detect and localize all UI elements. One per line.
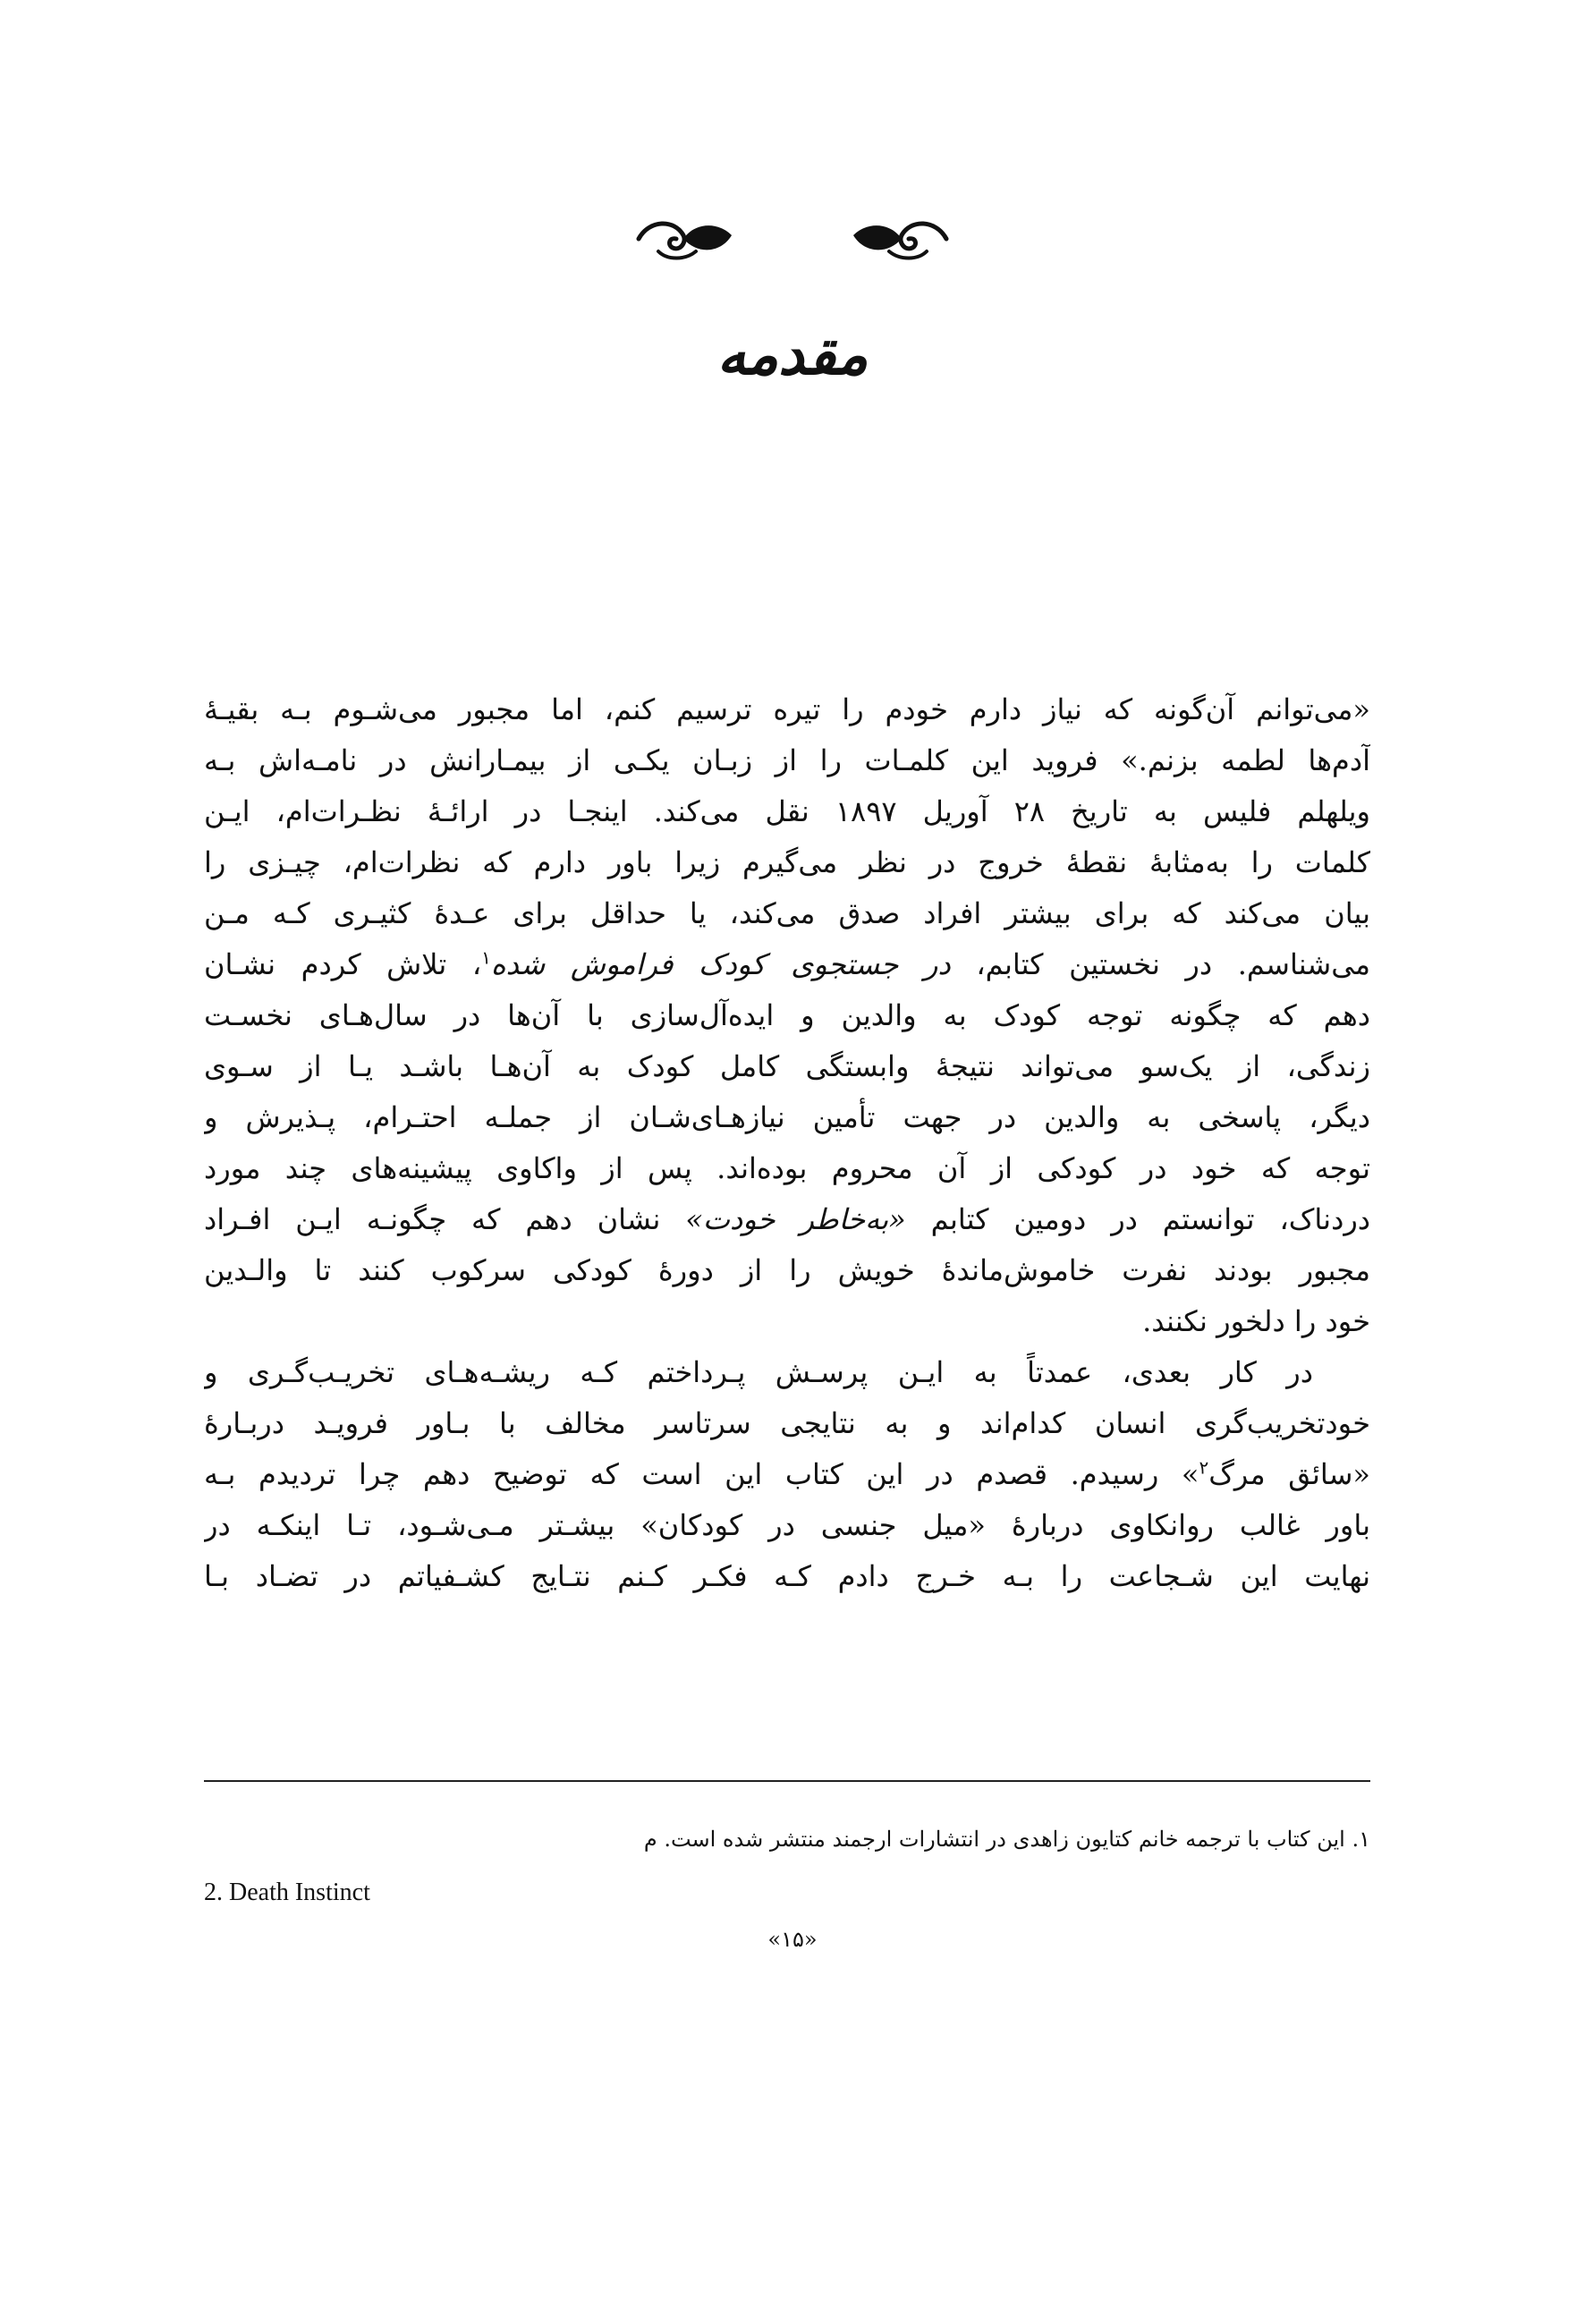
text-segment: نشان دهم که چگونـه ایـن افـراد (204, 1202, 686, 1236)
text-line: زندگی، از یک‌سو می‌تواند نتیجهٔ وابستگی کامل کودک به آن‌هـا باشـد یـا از سـوی (204, 1049, 1370, 1083)
book-title-italic: در جستجوی کودک فراموش شده (490, 947, 951, 981)
footnote-divider (204, 1780, 1370, 1782)
text-line (204, 1194, 1370, 1245)
footnote-ref: ۲ (1199, 1456, 1209, 1479)
chapter-title: مقدمه (716, 321, 869, 388)
text-line: «می‌توانم آن‌گونه که نیاز دارم خودم را تیره ترسیم کنم، اما مجبور می‌شـوم بـه بقیـهٔ (204, 692, 1370, 726)
text-line: ویلهلم فلیس به تاریخ ۲۸ آوریل ۱۸۹۷ نقل می‌کند. اینجـا در ارائـهٔ نظـرات‌ام، ایـن (204, 794, 1370, 828)
leaf-scroll-left-icon (631, 212, 739, 266)
text-line: دیگر، پاسخی به والدین در جهت تأمین نیازهـای‌شـان از جملـه احتـرام، پـذیرش و (204, 1100, 1370, 1134)
text-line: بیان می‌کند که برای بیشتر افراد صدق می‌کند، یا حداقل برای عـدهٔ کثیـری کـه مـن (204, 896, 1370, 930)
page-number: «۱۵» (767, 1927, 818, 1952)
text-line: مجبور بودند نفرت خاموش‌ماندهٔ خویش را از دورهٔ کودکی سرکوب کنند تا والـدین (204, 1253, 1370, 1287)
chapter-ornament (0, 199, 1585, 279)
text-segment: ، تلاش کردم نشـان (204, 947, 482, 981)
text-segment: «سائق مرگ (1208, 1457, 1370, 1491)
text-line: خود را دلخور نکنند. (1142, 1304, 1370, 1338)
text-segment: دردناک، توانستم در دومین کتابم (905, 1202, 1370, 1236)
text-line: باور غالب روانکاوی دربارهٔ «میل جنسی در کودکان» بیشـتر مـی‌شـود، تـا اینکـه در (204, 1508, 1370, 1542)
text-line (204, 1449, 1370, 1500)
text-line: نهایت این شـجاعت را بـه خـرج دادم کـه فکـر کـنم نتـایج کشـفیاتم در تضـاد بـا (204, 1559, 1370, 1593)
text-line: کلمات را به‌مثابهٔ نقطهٔ خروج در نظر می‌گیرم زیرا باور دارم که نظرات‌ام، چیـزی را (204, 845, 1370, 879)
footnote-1: ۱. این کتاب با ترجمه خانم کتایون زاهدی در انتشارات ارجمند منتشر شده است. م (643, 1827, 1370, 1852)
text-segment: می‌شناسم. در نخستین کتابم، (950, 947, 1370, 981)
text-line (204, 939, 1370, 990)
footnote-2: 2. Death Instinct (204, 1879, 370, 1906)
text-line: دهم که چگونه توجه کودک به والدین و ایده‌آل‌سازی با آن‌ها در سال‌هـای نخسـت (204, 998, 1370, 1032)
body-text (204, 684, 1370, 1602)
text-line: توجه که خود در کودکی از آن محروم بوده‌اند. پس از واکاوی پیشینه‌های چند مورد (204, 1151, 1370, 1185)
book-title-italic: «به‌خاطر خودت» (685, 1202, 906, 1236)
footnote-ref: ۱ (481, 946, 491, 969)
leaf-scroll-right-icon (846, 212, 954, 266)
text-line: خودتخریب‌گری انسان کدام‌اند و به نتایجی سرتاسر مخالف با بـاور فرویـد دربـارهٔ (204, 1406, 1370, 1440)
text-line: آدم‌ها لطمه بزنم.» فروید این کلمـات را از زبـان یکـی از بیمـارانش در نامـه‌اش بـه (204, 743, 1370, 777)
text-line: در کار بعدی، عمدتاً به ایـن پرسـش پـرداختم کـه ریشـه‌هـای تخریـب‌گـری و (204, 1355, 1313, 1389)
text-segment: » رسیدم. قصدم در این کتاب این است که توضیح دهم چرا تردیدم بـه (204, 1457, 1199, 1491)
